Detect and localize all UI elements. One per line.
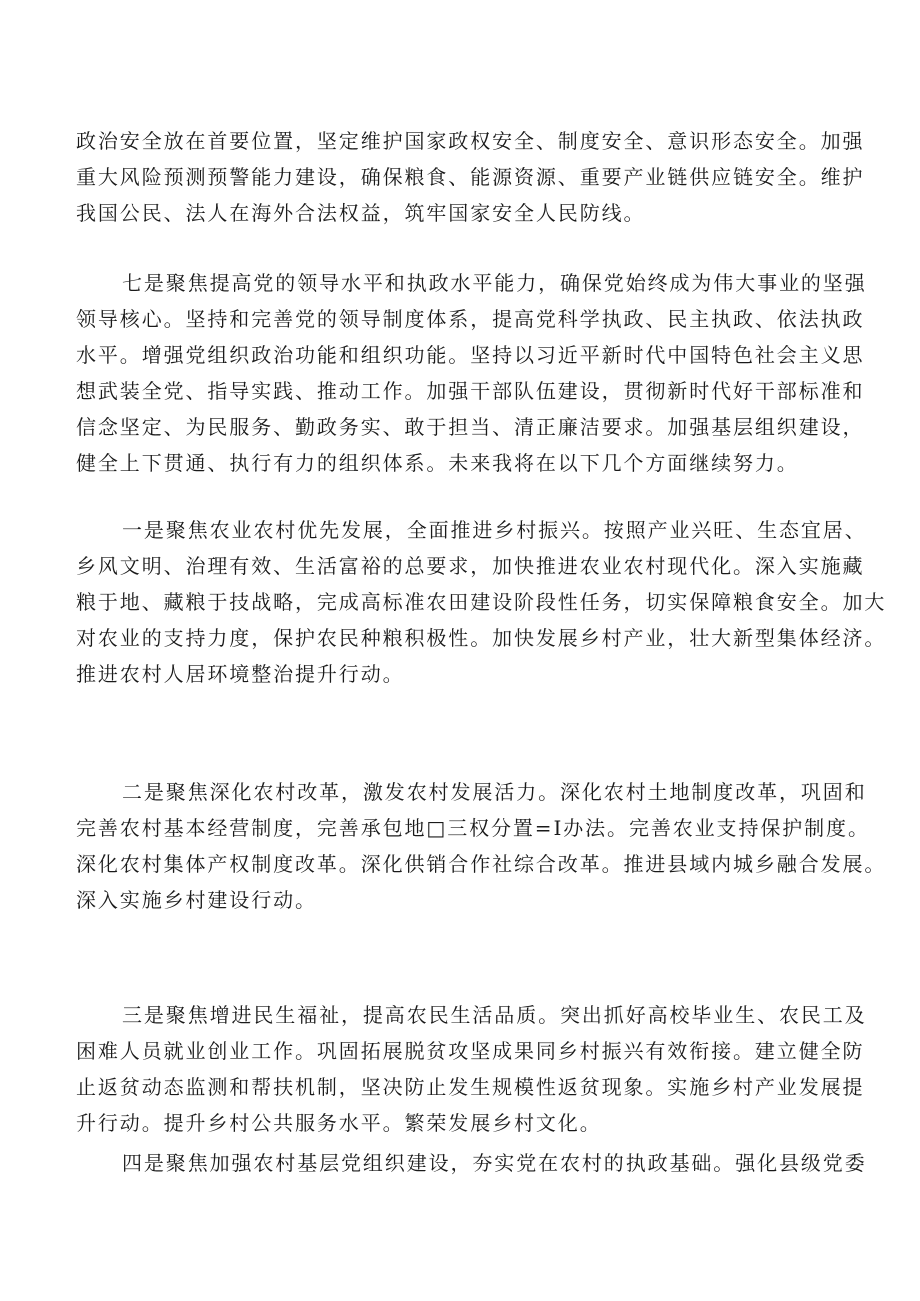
text-line: 我国公民、法人在海外合法权益，筑牢国家安全人民防线。	[76, 201, 646, 225]
paragraph-three-livelihood	[76, 997, 866, 1141]
paragraph-seven-party-leadership	[76, 265, 866, 481]
text-line: 健全上下贯通、执行有力的组织体系。未来我将在以下几个方面继续努力。	[76, 451, 799, 475]
paragraph-two-rural-reform	[76, 774, 887, 918]
text-line: 信念坚定、为民服务、勤政务实、敢于担当、清正廉洁要求。加强基层组织建设，	[76, 415, 865, 439]
paragraph-political-security	[76, 123, 866, 231]
text-line: 一是聚焦农业农村优先发展，全面推进乡村振兴。按照产业兴旺、生态宜居、	[122, 518, 867, 542]
paragraph-four-grassroots-party	[76, 1145, 866, 1181]
text-line: 乡风文明、治理有效、生活富裕的总要求，加快推进农业农村现代化。深入实施藏	[76, 554, 865, 578]
text-line: 七是聚焦提高党的领导水平和执政水平能力，确保党始终成为伟大事业的坚强	[122, 271, 867, 295]
text-line: 领导核心。坚持和完善党的领导制度体系，提高党科学执政、民主执政、依法执政	[76, 307, 865, 331]
paragraph-one-rural-priority	[76, 512, 887, 692]
text-line: 深化农村集体产权制度改革。深化供销合作社综合改革。推进县域内城乡融合发展。	[76, 852, 887, 876]
text-line: 推进农村人居环境整治提升行动。	[76, 662, 405, 686]
text-line: 深入实施乡村建设行动。	[76, 888, 317, 912]
text-line: 完善农村基本经营制度，完善承包地□三权分置=I办法。完善农业支持保护制度。	[76, 816, 870, 840]
text-line: 政治安全放在首要位置，坚定维护国家政权安全、制度安全、意识形态安全。加强	[76, 129, 865, 153]
text-line: 升行动。提升乡村公共服务水平。繁荣发展乡村文化。	[76, 1111, 602, 1135]
text-line: 三是聚焦增进民生福祉，提高农民生活品质。突出抓好高校毕业生、农民工及	[122, 1003, 867, 1027]
text-line: 水平。增强党组织政治功能和组织功能。坚持以习近平新时代中国特色社会主义思	[76, 343, 865, 367]
text-line: 困难人员就业创业工作。巩固拓展脱贫攻坚成果同乡村振兴有效衔接。建立健全防	[76, 1039, 865, 1063]
text-line: 想武装全党、指导实践、推动工作。加强干部队伍建设，贯彻新时代好干部标准和	[76, 379, 865, 403]
text-line: 对农业的支持力度，保护农民种粮积极性。加快发展乡村产业，壮大新型集体经济。	[76, 626, 887, 650]
text-line: 二是聚焦深化农村改革，激发农村发展活力。深化农村土地制度改革，巩固和	[122, 780, 867, 804]
text-line: 四是聚焦加强农村基层党组织建设，夯实党在农村的执政基础。强化县级党委	[122, 1151, 867, 1175]
text-line: 重大风险预测预警能力建设，确保粮食、能源资源、重要产业链供应链安全。维护	[76, 165, 865, 189]
text-line: 止返贫动态监测和帮扶机制，坚决防止发生规模性返贫现象。实施乡村产业发展提	[76, 1075, 865, 1099]
text-line: 粮于地、藏粮于技战略，完成高标准农田建设阶段性任务，切实保障粮食安全。加大	[76, 590, 887, 614]
